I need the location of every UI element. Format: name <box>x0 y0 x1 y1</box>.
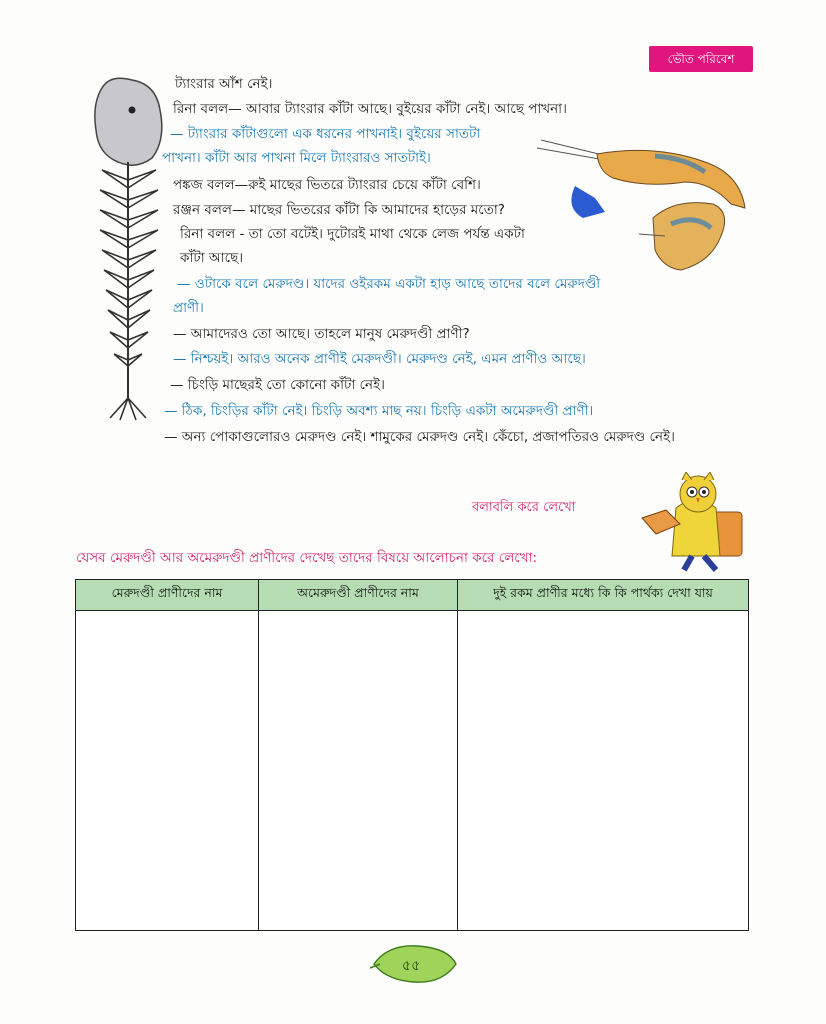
prawn-illustration <box>535 138 760 290</box>
dialogue-line-11: — আমাদেরও তো আছে। তাহলে মানুষ মেরুদণ্ডী প্রাণী? <box>173 326 470 342</box>
activity-title: বলাবলি করে লেখো <box>472 500 576 515</box>
activity-instruction: যেসব মেরুদণ্ডী আর অমেরুদণ্ডী প্রাণীদের দেখেছ তাদের বিষয়ে আলোচনা করে লেখো: <box>76 550 538 566</box>
page-number: ৫৫ <box>402 958 421 974</box>
dialogue-line-7: রিনা বলল - তা তো বটেই। দুটোরই মাথা থেকে লেজ পর্যন্ত একটা <box>180 226 525 242</box>
dialogue-line-4: পাখনা। কাঁটা আর পাখনা মিলে ট্যাংরারও সাতটাই। <box>162 150 431 166</box>
dialogue-line-12: — নিশ্চয়ই। আরও অনেক প্রাণীই মেরুদণ্ডী। মেরুদণ্ড নেই, এমন প্রাণীও আছে। <box>173 351 586 367</box>
section-tag: ভৌত পরিবেশ <box>649 46 753 72</box>
dialogue-line-5: পঙ্কজ বলল—রুই মাছের ভিতরে ট্যাংরার চেয়ে কাঁটা বেশি। <box>173 177 481 193</box>
differences-answer-cell[interactable] <box>458 611 749 931</box>
column-header-invertebrates: অমেরুদণ্ডী প্রাণীদের নাম <box>259 580 458 611</box>
vertebrates-answer-cell[interactable] <box>76 611 259 931</box>
dialogue-line-9: — ওটাকে বলে মেরুদণ্ড। যাদের ওইরকম একটা হাড় আছে তাদের বলে মেরুদণ্ডী <box>177 276 601 292</box>
table-row <box>76 611 749 931</box>
dialogue-line-13: — চিংড়ি মাছেরই তো কোনো কাঁটা নেই। <box>170 377 385 393</box>
invertebrates-answer-cell[interactable] <box>259 611 458 931</box>
column-header-differences: দুই রকম প্রাণীর মধ্যে কি কি পার্থক্য দেখা যায় <box>458 580 749 611</box>
owl-reading-illustration <box>636 472 748 572</box>
column-header-vertebrates: মেরুদণ্ডী প্রাণীদের নাম <box>76 580 259 611</box>
dialogue-line-3: — ট্যাংরার কাঁটাগুলো এক ধরনের পাখনাই। বুইয়ের সাতটা <box>170 126 481 142</box>
dialogue-line-6: রঞ্জন বলল— মাছের ভিতরের কাঁটা কি আমাদের হাড়ের মতো? <box>173 202 505 218</box>
dialogue-line-14: — ঠিক, চিংড়ির কাঁটা নেই। চিংড়ি অবশ্য মাছ নয়। চিংড়ি একটা অমেরুদণ্ডী প্রাণী। <box>164 403 594 419</box>
dialogue-line-10: প্রাণী। <box>173 300 204 316</box>
answer-table <box>75 579 749 931</box>
table-header-row <box>76 580 749 611</box>
dialogue-line-8: কাঁটা আছে। <box>180 250 244 266</box>
dialogue-line-2: রিনা বলল— আবার ট্যাংরার কাঁটা আছে। বুইয়ের কাঁটা নেই। আছে পাখনা। <box>173 101 567 117</box>
page-number-leaf <box>370 942 460 986</box>
dialogue-line-1: ট্যাংরার আঁশ নেই। <box>175 76 273 92</box>
fish-skeleton-illustration <box>80 70 180 430</box>
dialogue-line-15: — অন্য পোকাগুলোরও মেরুদণ্ড নেই। শামুকের মেরুদণ্ড নেই। কেঁচো, প্রজাপতিরও মেরুদণ্ড নেই। <box>164 429 675 445</box>
